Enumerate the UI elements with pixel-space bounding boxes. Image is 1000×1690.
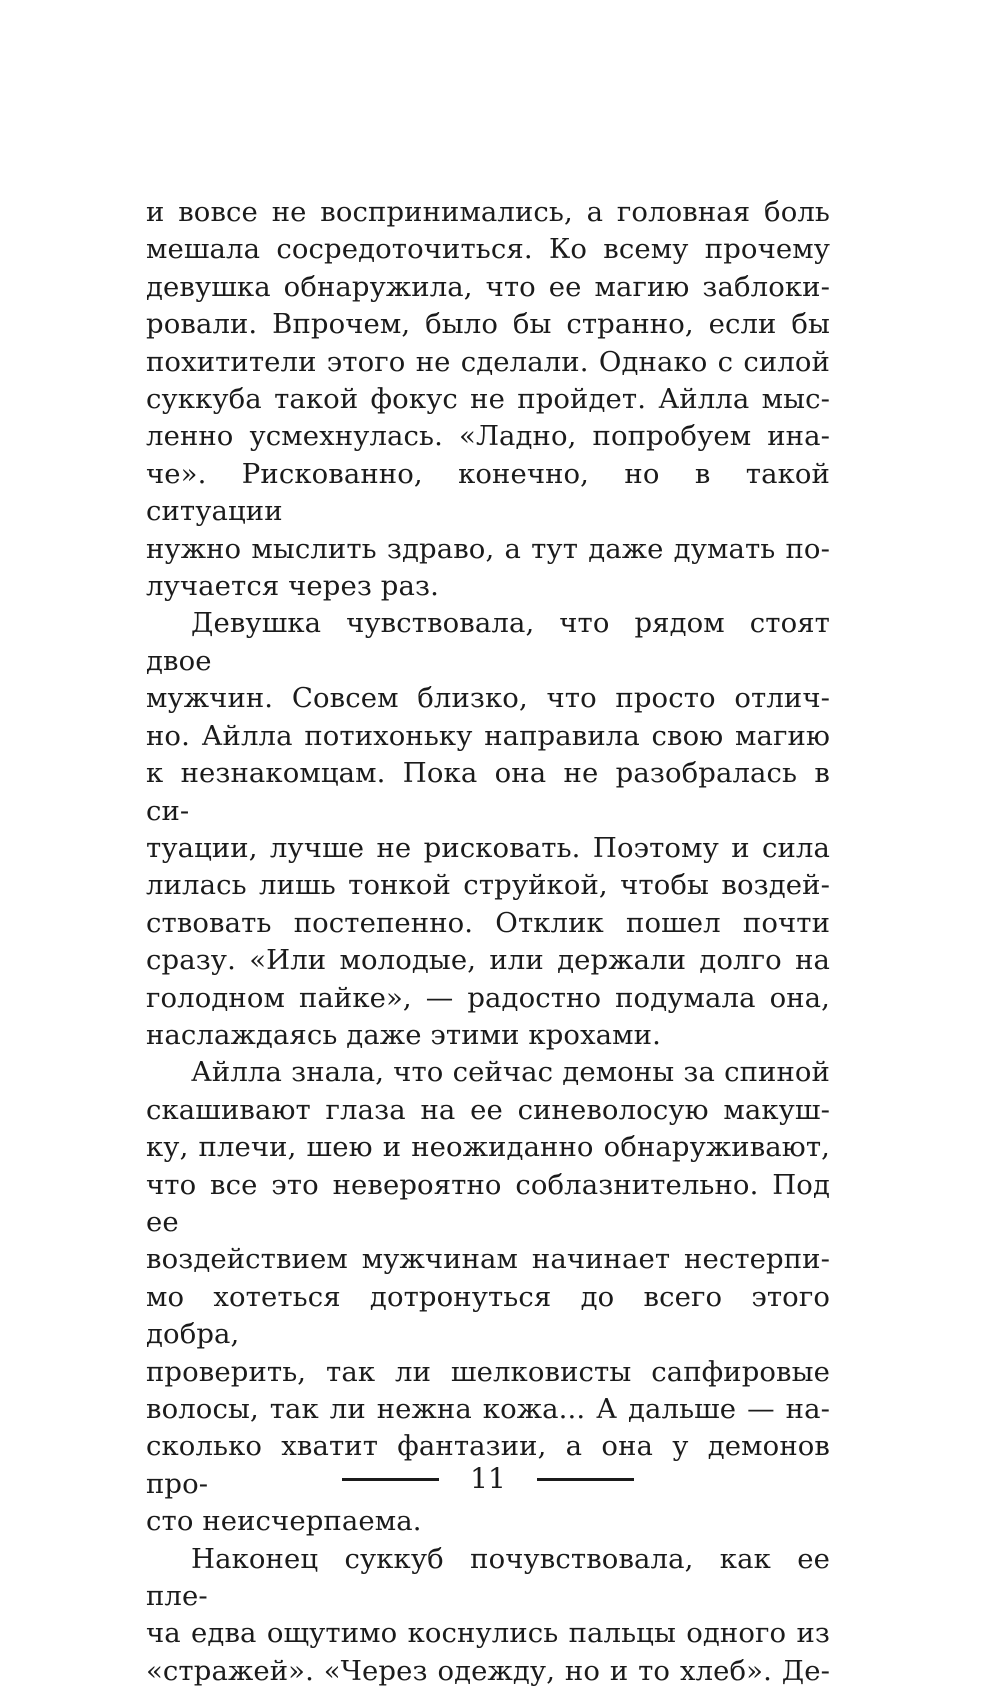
text-line: но. Айлла потихоньку направила свою магию bbox=[146, 719, 830, 752]
page-number: 11 bbox=[470, 1462, 506, 1495]
text-line: ленно усмехнулась. «Ладно, попробуем ина- bbox=[146, 420, 830, 453]
text-line: ча едва ощутимо коснулись пальцы одного из bbox=[146, 1617, 830, 1650]
text-line: к незнакомцам. Пока она не разобралась в си- bbox=[146, 757, 830, 827]
text-line: ку, плечи, шею и неожиданно обнаруживают, bbox=[146, 1131, 830, 1164]
page-footer bbox=[146, 1462, 830, 1496]
text-line: Айлла знала, что сейчас демоны за спиной bbox=[191, 1056, 830, 1089]
text-line: проверить, так ли шелковисты сапфировые bbox=[146, 1355, 830, 1388]
text-line: лучается через раз. bbox=[146, 570, 439, 603]
text-line: и вовсе не воспринимались, а головная боль bbox=[146, 196, 830, 228]
text-line: Наконец суккуб почувствовала, как ее пле- bbox=[146, 1542, 830, 1613]
text-line: волосы, так ли нежна кожа... А дальше — на- bbox=[146, 1393, 830, 1425]
text-line: суккуба такой фокус не пройдет. Айлла мыс- bbox=[146, 383, 830, 416]
text-line: туации, лучше не рисковать. Поэтому и сила bbox=[146, 831, 830, 864]
text-line: воздействием мужчинам начинает нестерпи- bbox=[146, 1243, 830, 1276]
text-line: мешала сосредоточиться. Ко всему прочему bbox=[146, 233, 830, 266]
text-line: девушка обнаружила, что ее магию заблоки- bbox=[146, 270, 830, 303]
text-line: лилась лишь тонкой струйкой, чтобы воздей- bbox=[146, 869, 830, 902]
text-line: ровали. Впрочем, было бы странно, если бы bbox=[146, 308, 830, 341]
text-line: ствовать постепенно. Отклик пошел почти bbox=[146, 906, 830, 939]
text-line: Девушка чувствовала, что рядом стоят двое bbox=[146, 607, 830, 677]
text-line: сколько хватит фантазии, а она у демонов про- bbox=[146, 1430, 830, 1500]
footer-right-rule bbox=[537, 1478, 634, 1481]
text-line: голодном пайке», — радостно подумала она, bbox=[146, 981, 830, 1014]
text-line: сразу. «Или молодые, или держали долго на bbox=[146, 944, 830, 977]
text-line: че». Рискованно, конечно, но в такой ситуации bbox=[146, 457, 830, 528]
text-line: наслаждаясь даже этими крохами. bbox=[146, 1018, 661, 1051]
text-line: похитители этого не сделали. Однако с силой bbox=[146, 345, 830, 378]
text-line: что все это невероятно соблазнительно. Под ее bbox=[146, 1168, 830, 1238]
text-line: скашивают глаза на ее синеволосую макуш- bbox=[146, 1093, 830, 1126]
text-line: мужчин. Совсем близко, что просто отлич- bbox=[146, 682, 830, 715]
text-line: мо хотеться дотронуться до всего этого добра, bbox=[146, 1280, 830, 1351]
footer-left-rule bbox=[342, 1478, 439, 1481]
text-line: «стражей». «Через одежду, но и то хлеб». Де- bbox=[146, 1654, 830, 1687]
text-line: сто неисчерпаема. bbox=[146, 1505, 422, 1538]
text-line: нужно мыслить здраво, а тут даже думать по- bbox=[146, 532, 830, 565]
